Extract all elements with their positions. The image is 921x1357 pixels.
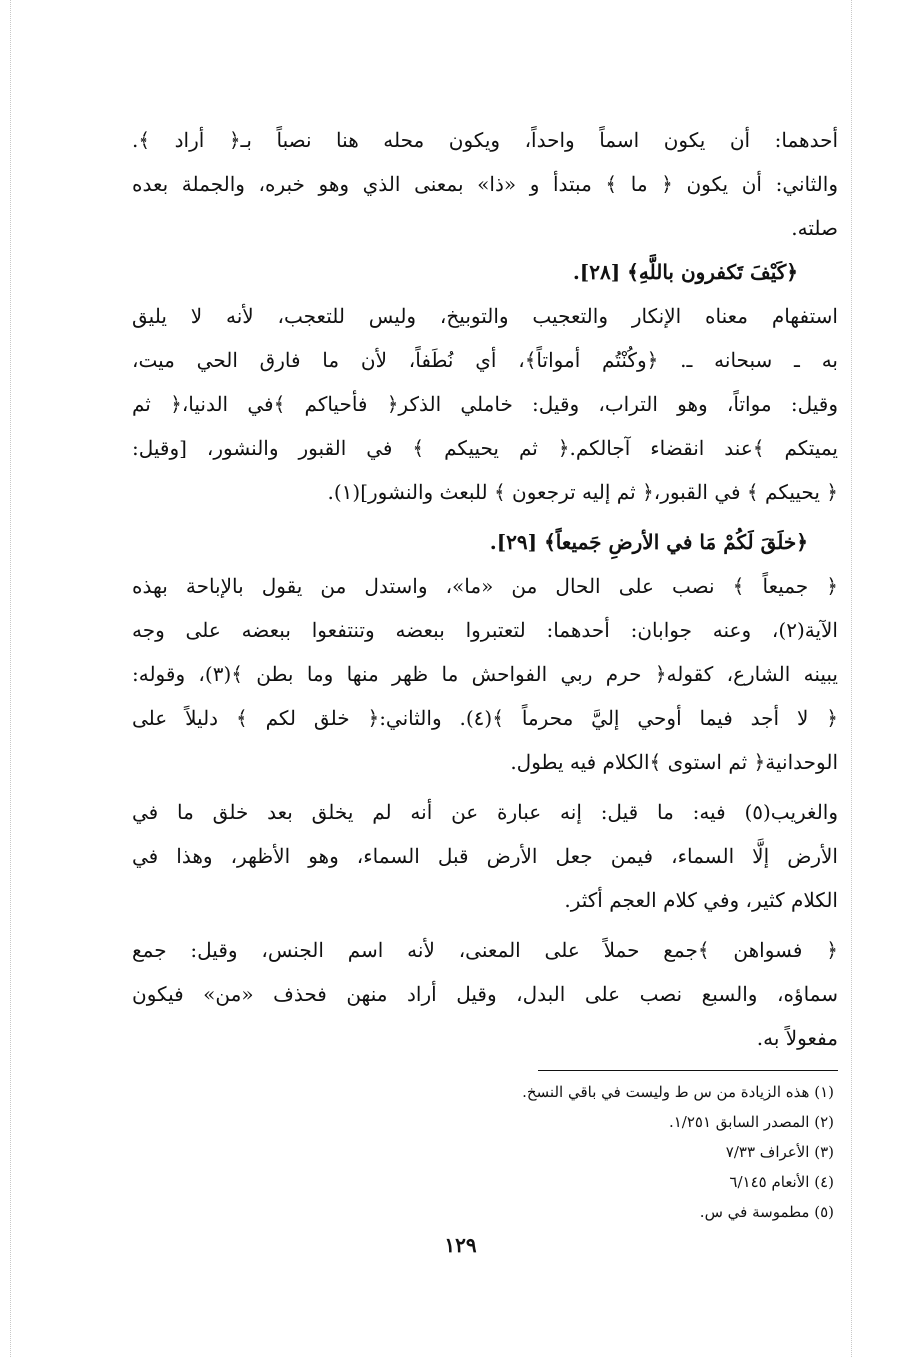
footnote-divider [538, 1070, 838, 1071]
text-line: به ـ سبحانه ـ. ﴿وكُنْتُم أمواتاً﴾، أي نُطَفاً، لأن ما فارق الحي ميت، [132, 348, 838, 372]
left-margin-dots [10, 0, 11, 1357]
right-margin-dots [851, 0, 852, 1357]
text-line: صلته. [791, 216, 838, 240]
text-line: ﴿ جميعاً ﴾ نصب على الحال من «ما»، واستدل من يقول بالإباحة بهذه [132, 574, 838, 598]
text-line: سماؤه، والسبع نصب على البدل، وقيل أراد منهن فحذف «من» فيكون [132, 982, 838, 1006]
text-line: والغريب(٥) فيه: ما قيل: إنه عبارة عن أنه لم يخلق بعد خلق ما في [132, 800, 838, 824]
text-line: الآية(٢)، وعنه جوابان: أحدهما: لتعتبروا ببعضه وتنتفعوا ببعضه على وجه [132, 618, 838, 642]
text-line: ﴿ يحييكم ﴾ في القبور،﴿ ثم إليه ترجعون ﴾ للبعث والنشور](١). [327, 480, 838, 504]
verse-heading: ﴿خلَقَ لَكُمْ مَا في الأرضِ جَميعاً﴾ [٢٩]. [489, 530, 808, 554]
text-line: يبينه الشارع، كقوله﴿ حرم ربي الفواحش ما ظهر منها وما بطن ﴾(٣)، وقوله: [132, 662, 838, 686]
text-line: استفهام معناه الإنكار والتعجيب والتوبيخ، وليس للتعجب، لأنه لا يليق [132, 304, 838, 328]
footnote: (٤) الأنعام ٦/١٤٥ [729, 1173, 834, 1191]
text-line: يميتكم ﴾عند انقضاء آجالكم.﴿ ثم يحييكم ﴾ في القبور والنشور، [وقيل: [132, 436, 838, 460]
text-line: أحدهما: أن يكون اسماً واحداً، ويكون محله هنا نصباً بـ﴿ أراد ﴾. [132, 128, 838, 152]
text-line: الأرض إلَّا السماء، فيمن جعل الأرض قبل السماء، وهو الأظهر، وهذا في [132, 844, 838, 868]
text-line: الكلام كثير، وفي كلام العجم أكثر. [564, 888, 838, 912]
footnote: (١) هذه الزيادة من س ط وليست في باقي النسخ. [522, 1083, 834, 1101]
page-number: ١٢٩ [444, 1233, 477, 1257]
footnote: (٣) الأعراف ٧/٣٣ [725, 1143, 834, 1161]
text-line: والثاني: أن يكون ﴿ ما ﴾ مبتدأ و «ذا» بمعنى الذي وهو خبره، والجملة بعده [132, 172, 838, 196]
text-line: وقيل: مواتاً، وهو التراب، وقيل: خاملي الذكر﴿ فأحياكم ﴾في الدنيا،﴿ ثم [132, 392, 838, 416]
text-line: الوحدانية﴿ ثم استوى ﴾الكلام فيه يطول. [510, 750, 838, 774]
text-line: مفعولاً به. [756, 1026, 838, 1050]
text-line: ﴿ فسواهن ﴾جمع حملاً على المعنى، لأنه اسم الجنس، وقيل: جمع [132, 938, 838, 962]
text-line: ﴿ لا أجد فيما أوحي إليَّ محرماً ﴾(٤). والثاني:﴿ خلق لكم ﴾ دليلاً على [132, 706, 838, 730]
verse-heading: ﴿كَيْفَ تَكفرون باللَّهِ﴾ [٢٨]. [572, 260, 798, 284]
footnote: (٢) المصدر السابق ١/٢٥١. [668, 1113, 834, 1131]
page-body [132, 118, 838, 1227]
footnote: (٥) مطموسة في س. [699, 1203, 834, 1221]
